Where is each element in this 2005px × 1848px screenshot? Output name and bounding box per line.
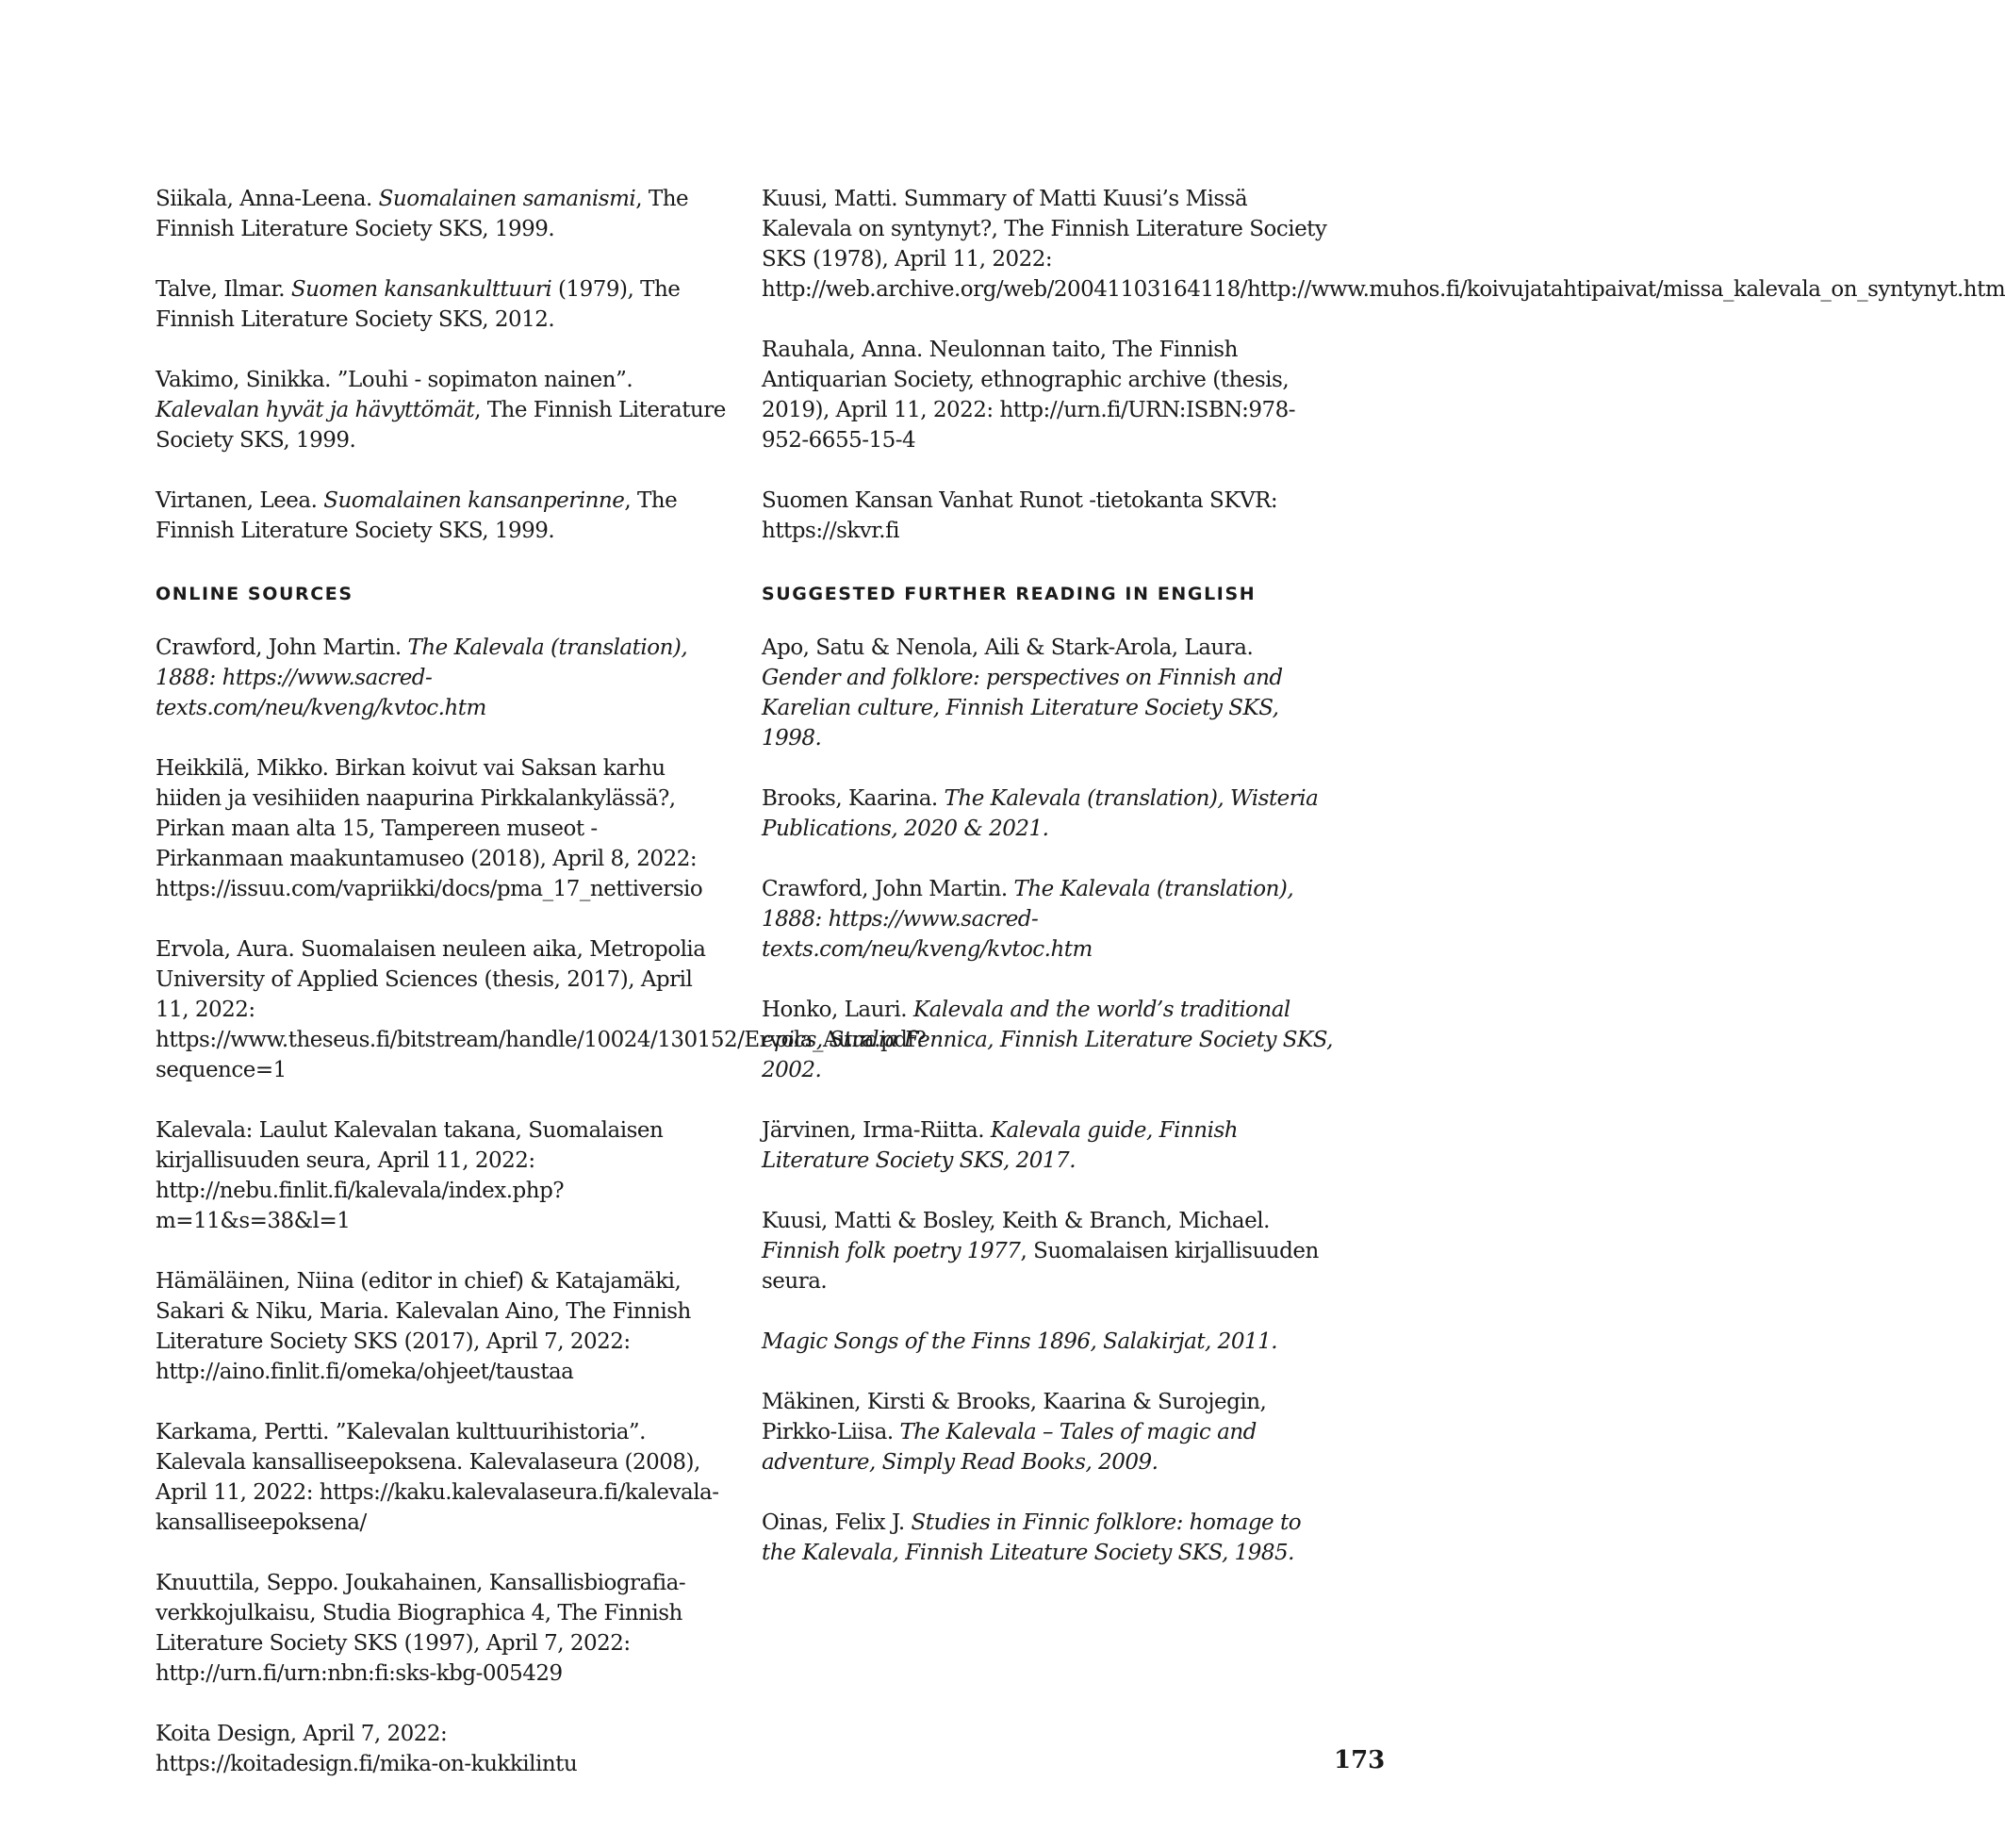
entry-text: Hämäläinen, Niina (editor in chief) & Katajamäki, Sakari & Niku, Maria. Kalevalan Aino, The Finnish Literature Society SKS (2017), April 7, 2022: http://aino.finlit.fi/omeka/ohjeet/taustaa xyxy=(156,1269,691,1384)
bibliography-entry xyxy=(762,1387,1337,1477)
bibliography-entry xyxy=(156,184,731,244)
entry-text: Suomen Kansan Vanhat Runot -tietokanta SKVR: https://skvr.fi xyxy=(762,488,1278,543)
entry-text: Talve, Ilmar. xyxy=(156,277,291,302)
entry-title: Kalevala guide, Finnish Literature Society SKS, 2017. xyxy=(762,1118,1239,1173)
entry-text: Rauhala, Anna. Neulonnan taito, The Finnish Antiquarian Society, ethnographic archive (thesis, 2019), April 11, 2022: http://urn.fi/URN:ISBN:978-952-6655-15-4 xyxy=(762,338,1296,453)
bibliography-entry xyxy=(762,784,1337,844)
entry-text: Kalevala: Laulut Kalevalan takana, Suomalaisen kirjallisuuden seura, April 11, 2022: http://nebu.finlit.fi/kalevala/index.php?m=11&s=38&l=1 xyxy=(156,1118,664,1233)
online-sources-continued-list xyxy=(762,184,2005,546)
entry-text: Heikkilä, Mikko. Birkan koivut vai Saksan karhu hiiden ja vesihiiden naapurina Pirkkalankylässä?, Pirkan maan alta 15, Tampereen museot - Pirkanmaan maakuntamuseo (2018), April 8, 2022: https://issuu.com/vapriikki/docs/pma_17_nettiversio xyxy=(156,756,703,901)
entry-title: Finnish folk poetry 1977 xyxy=(762,1239,1021,1263)
bibliography-entry xyxy=(156,633,731,723)
bibliography-entry xyxy=(156,753,731,904)
entry-text: Mäkinen, Kirsti & Brooks, Kaarina & Surojegin, Pirkko-Liisa. xyxy=(762,1390,1267,1444)
entry-title: The Kalevala (translation), 1888: https://www.sacred-texts.com/neu/kveng/kvtoc.htm xyxy=(156,635,688,720)
entry-text: Koita Design, April 7, 2022: https://koitadesign.fi/mika-on-kukkilintu xyxy=(156,1722,578,1776)
bibliography-entry xyxy=(762,335,1337,455)
entry-text: Crawford, John Martin. xyxy=(762,877,1014,901)
bibliography-entry xyxy=(156,1115,731,1236)
bibliography-entry xyxy=(156,486,731,546)
entry-text: , The Finnish Literature Society SKS, 1999. xyxy=(156,488,678,543)
bibliography-entry xyxy=(762,1508,1337,1568)
entry-text: Ervola, Aura. Suomalaisen neuleen aika, Metropolia University of Applied Sciences (thesis, 2017), April 11, 2022: https://www.theseus.fi/bitstream/handle/10024/130152/Ervola_Aura.pdf?sequence=1 xyxy=(156,937,927,1082)
entry-title: Kalevalan hyvät ja hävyttömät xyxy=(156,398,475,422)
entry-title: Studies in Finnic folklore: homage to the Kalevala, Finnish Liteature Society SKS, 1985. xyxy=(762,1510,1302,1565)
entry-title: The Kalevala (translation), Wisteria Publications, 2020 & 2021. xyxy=(762,786,1319,841)
further-reading-heading: SUGGESTED FURTHER READING IN ENGLISH xyxy=(762,584,1257,604)
entry-title: Kalevala and the world’s traditional epics, Studia Fennica, Finnish Literature Society SKS, 2002. xyxy=(762,998,1333,1082)
entry-text: Honko, Lauri. xyxy=(762,998,913,1022)
print-sources-list xyxy=(156,184,731,546)
right-column xyxy=(762,184,2005,1598)
entry-text: Kuusi, Matti & Bosley, Keith & Branch, Michael. xyxy=(762,1209,1270,1233)
entry-text: Apo, Satu & Nenola, Aili & Stark-Arola, Laura. xyxy=(762,635,1254,660)
entry-text: Crawford, John Martin. xyxy=(156,635,408,660)
entry-text: , Suomalaisen kirjallisuuden seura. xyxy=(762,1239,1319,1294)
bibliography-entry xyxy=(762,1206,1337,1296)
entry-text: Siikala, Anna-Leena. xyxy=(156,187,379,211)
entry-title: Magic Songs of the Finns 1896, Salakirjat, 2011. xyxy=(762,1329,1278,1354)
entry-title: Gender and folklore: perspectives on Finnish and Karelian culture, Finnish Literature Society SKS, 1998. xyxy=(762,666,1283,751)
bibliography-entry xyxy=(762,486,1337,546)
bibliography-entry xyxy=(762,995,1337,1085)
bibliography-entry xyxy=(762,1327,1337,1357)
further-reading-list xyxy=(762,633,1337,1568)
bibliography-entry xyxy=(156,1719,731,1779)
bibliography-entry xyxy=(156,365,731,455)
entry-text: Knuuttila, Seppo. Joukahainen, Kansallisbiografia-verkkojulkaisu, Studia Biographica 4, The Finnish Literature Society SKS (1997), April 7, 2022: http://urn.fi/urn:nbn:fi:sks-kbg-005429 xyxy=(156,1571,686,1686)
entry-text: Oinas, Felix J. xyxy=(762,1510,912,1535)
entry-text: Kuusi, Matti. Summary of Matti Kuusi’s Missä Kalevala on syntynyt?, The Finnish Literature Society SKS (1978), April 11, 2022: http://web.archive.org/web/20041103164118/http://www.muhos.fi/koivujatahtipaivat/missa_kalevala_on_syntynyt.htm xyxy=(762,187,2005,302)
entry-text: Vakimo, Sinikka. ”Louhi - sopimaton nainen”. xyxy=(156,368,633,392)
online-sources-heading: ONLINE SOURCES xyxy=(156,584,353,604)
entry-text: Virtanen, Leea. xyxy=(156,488,324,513)
entry-text: Järvinen, Irma-Riitta. xyxy=(762,1118,991,1143)
bibliography-entry xyxy=(156,1417,731,1538)
entry-text: , The Finnish Literature Society SKS, 1999. xyxy=(156,398,726,453)
entry-text: , The Finnish Literature Society SKS, 1999. xyxy=(156,187,689,241)
entry-text: Brooks, Kaarina. xyxy=(762,786,945,811)
entry-title: Suomen kansankulttuuri xyxy=(290,277,552,302)
bibliography-entry xyxy=(156,274,731,335)
bibliography-entry xyxy=(762,1115,1337,1176)
entry-title: The Kalevala – Tales of magic and adventure, Simply Read Books, 2009. xyxy=(762,1420,1257,1475)
bibliography-entry xyxy=(762,874,1337,965)
bibliography-entry xyxy=(156,1568,731,1689)
entry-text: (1979), The Finnish Literature Society SKS, 2012. xyxy=(156,277,681,332)
bibliography-entry xyxy=(762,184,2005,305)
entry-title: Suomalainen samanismi xyxy=(378,187,636,211)
entry-title: The Kalevala (translation), 1888: https://www.sacred-texts.com/neu/kveng/kvtoc.htm xyxy=(762,877,1294,962)
page-number: 173 xyxy=(1334,1746,1386,1774)
entry-title: Suomalainen kansanperinne xyxy=(323,488,625,513)
entry-text: Karkama, Pertti. ”Kalevalan kulttuurihistoria”. Kalevala kansalliseepoksena. Kalevalaseura (2008), April 11, 2022: https://kaku.kalevalaseura.fi/kalevala-kansalliseepoksena/ xyxy=(156,1420,719,1535)
bibliography-entry xyxy=(156,1266,731,1387)
bibliography-entry xyxy=(762,633,1337,753)
